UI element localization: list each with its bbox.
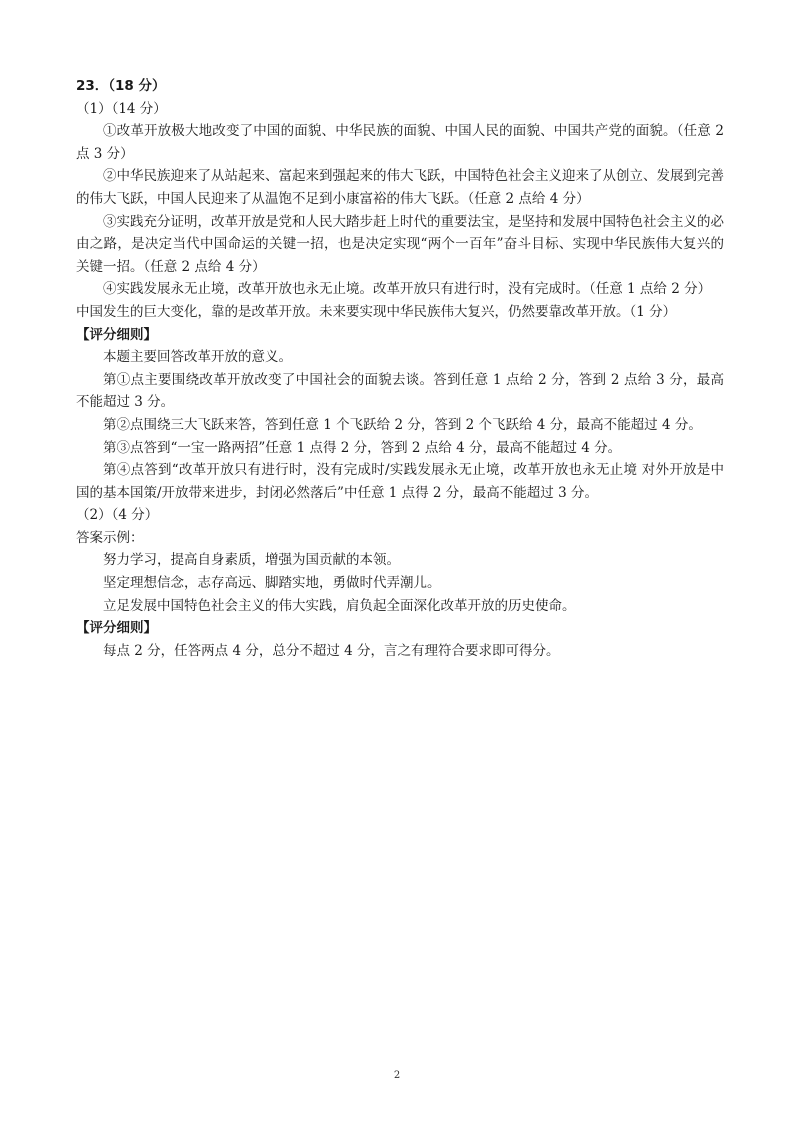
part2-example-3: 立足发展中国特色社会主义的伟大实践，肩负起全面深化改革开放的历史使命。 [103,597,576,614]
part2-example-2: 坚定理想信念，志存高远、脚踏实地，勇做时代弄潮儿。 [103,575,441,592]
part1-conclusion: 中国发生的巨大变化，靠的是改革开放。未来要实现中华民族伟大复兴，仍然要靠改革开放。（1 分） [76,303,677,320]
part2-label: （2）（4 分） [76,507,159,524]
part1-rubric-item-3: 第③点答到“一宝一路两招”任意 1 点得 2 分，答到 2 点给 4 分，最高不能超过 4 分。 [103,439,622,456]
part1-point-4: ④实践发展永无止境，改革开放也永无止境。改革开放只有进行时，没有完成时。（任意 1 点给 2 分） [103,281,712,298]
answer-document [76,75,724,662]
part1-point-1: ①改革开放极大地改变了中国的面貌、中华民族的面貌、中国人民的面貌、中国共产党的面貌。（任意 2 点 3 分） [76,123,724,162]
part1-point-2: ②中华民族迎来了从站起来、富起来到强起来的伟大飞跃，中国特色社会主义迎来了从创立、发展到完善的伟大飞跃，中国人民迎来了从温饱不足到小康富裕的伟大飞跃。（任意 2 点给 4 分） [76,168,724,207]
part1-rubric-heading: 【评分细则】 [76,326,157,343]
part1-rubric-item-4: 第④点答到“改革开放只有进行时，没有完成时/实践发展永无止境，改革开放也永无止境 对外开放是中国的基本国策/开放带来进步，封闭必然落后”中任意 1 点得 2 分，最高不能超过 3 分。 [76,462,724,501]
part1-rubric-item-1: 第①点主要围绕改革开放改变了中国社会的面貌去谈。答到任意 1 点给 2 分，答到 2 点给 3 分，最高不能超过 3 分。 [76,371,724,411]
part2-example-label: 答案示例： [76,529,144,546]
part2-rubric-item-1: 每点 2 分，任答两点 4 分，总分不超过 4 分，言之有理符合要求即可得分。 [103,642,560,659]
part1-rubric-item-2: 第②点围绕三大飞跃来答，答到任意 1 个飞跃给 2 分，答到 2 个飞跃给 4 分，最高不能超过 4 分。 [103,416,702,433]
part1-label: （1）（14 分） [76,100,167,117]
part2-rubric-heading: 【评分细则】 [76,620,157,637]
part1-rubric-intro: 本题主要回答改革开放的意义。 [103,349,292,366]
question-number: 23．（18 分） [76,78,166,94]
page-number: 2 [393,1070,401,1081]
part1-point-3: ③实践充分证明，改革开放是党和人民大踏步赶上时代的重要法宝，是坚持和发展中国特色社会主义的必由之路，是决定当代中国命运的关键一招，也是决定实现“两个一百年”奋斗目标、实现中华民族伟大复兴的关键一招。（任意 2 点给 4 分） [76,213,724,275]
part2-example-1: 努力学习，提高自身素质，增强为国贡献的本领。 [103,552,400,569]
